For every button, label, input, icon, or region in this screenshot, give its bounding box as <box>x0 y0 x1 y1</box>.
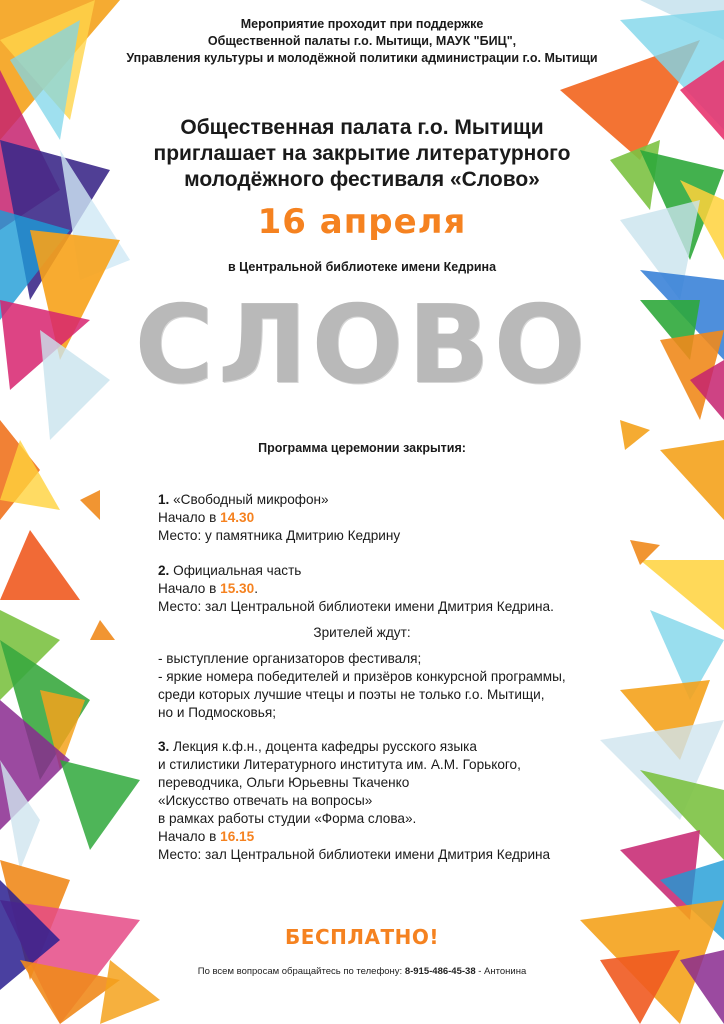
headline <box>100 115 624 193</box>
start-time: 14.30 <box>220 510 255 525</box>
list-item: - яркие номера победителей и призёров конкурсной программы, <box>158 669 566 684</box>
item-place: Место: зал Центральной библиотеки имени Дмитрия Кедрина <box>158 847 551 862</box>
list-item: но и Подмосковья; <box>158 705 276 720</box>
audience-label: Зрителей ждут: <box>313 625 411 640</box>
program-item-3 <box>158 738 658 864</box>
headline-line: Общественная палата г.о. Мытищи <box>180 116 544 139</box>
support-line: Мероприятие проходит при поддержке <box>240 17 484 31</box>
item-title: Лекция к.ф.н., доцента кафедры русского языка <box>169 739 477 754</box>
free-admission-label: БЕСПЛАТНО! <box>285 925 439 949</box>
item-title-line: и стилистики Литературного института им. А.М. Горького, <box>158 757 521 772</box>
list-item: среди которых лучшие чтецы и поэты не только г.о. Мытищи, <box>158 687 545 702</box>
item-place: Место: зал Центральной библиотеки имени Дмитрия Кедрина. <box>158 599 554 614</box>
contact-phone: 8-915-486-45-38 <box>404 966 476 977</box>
item-title-line: в рамках работы студии «Форма слова». <box>158 811 417 826</box>
start-label: Начало в <box>158 581 221 596</box>
item-number: 3. <box>158 739 170 754</box>
event-venue: в Центральной библиотеке имени Кедрина <box>227 260 497 274</box>
item-title: «Свободный микрофон» <box>169 492 329 507</box>
contact-info <box>60 966 664 977</box>
start-label: Начало в <box>158 829 221 844</box>
item-number: 1. <box>158 492 170 507</box>
headline-line: приглашает на закрытие литературного <box>153 142 571 165</box>
item-title-line: «Искусство отвечать на вопросы» <box>158 793 373 808</box>
program-title: Программа церемонии закрытия: <box>258 441 466 455</box>
item-place: Место: у памятника Дмитрию Кедрину <box>158 528 401 543</box>
support-line: Управления культуры и молодёжной политики администрации г.о. Мытищи <box>126 51 598 65</box>
program-item-2 <box>158 562 658 616</box>
event-date: 16 апреля <box>257 202 467 242</box>
start-time: 16.15 <box>220 829 255 844</box>
item-title: Официальная часть <box>169 563 302 578</box>
item-title-line: переводчика, Ольги Юрьевны Ткаченко <box>158 775 410 790</box>
support-notice <box>90 16 634 67</box>
start-time: 15.30 <box>220 581 255 596</box>
support-line: Общественной палаты г.о. Мытищи, МАУК "БИЦ", <box>207 34 517 48</box>
slovo-word-art: СЛОВО <box>134 283 590 408</box>
contact-prefix: По всем вопросам обращайтесь по телефону: <box>197 966 405 977</box>
contact-suffix: - Антонина <box>475 966 527 977</box>
audience-list <box>158 650 658 722</box>
start-label: Начало в <box>158 510 221 525</box>
list-item: - выступление организаторов фестиваля; <box>158 651 422 666</box>
program-item-1 <box>158 491 658 545</box>
item-number: 2. <box>158 563 170 578</box>
headline-line: молодёжного фестиваля «Слово» <box>184 168 540 191</box>
time-suffix: . <box>254 581 258 596</box>
